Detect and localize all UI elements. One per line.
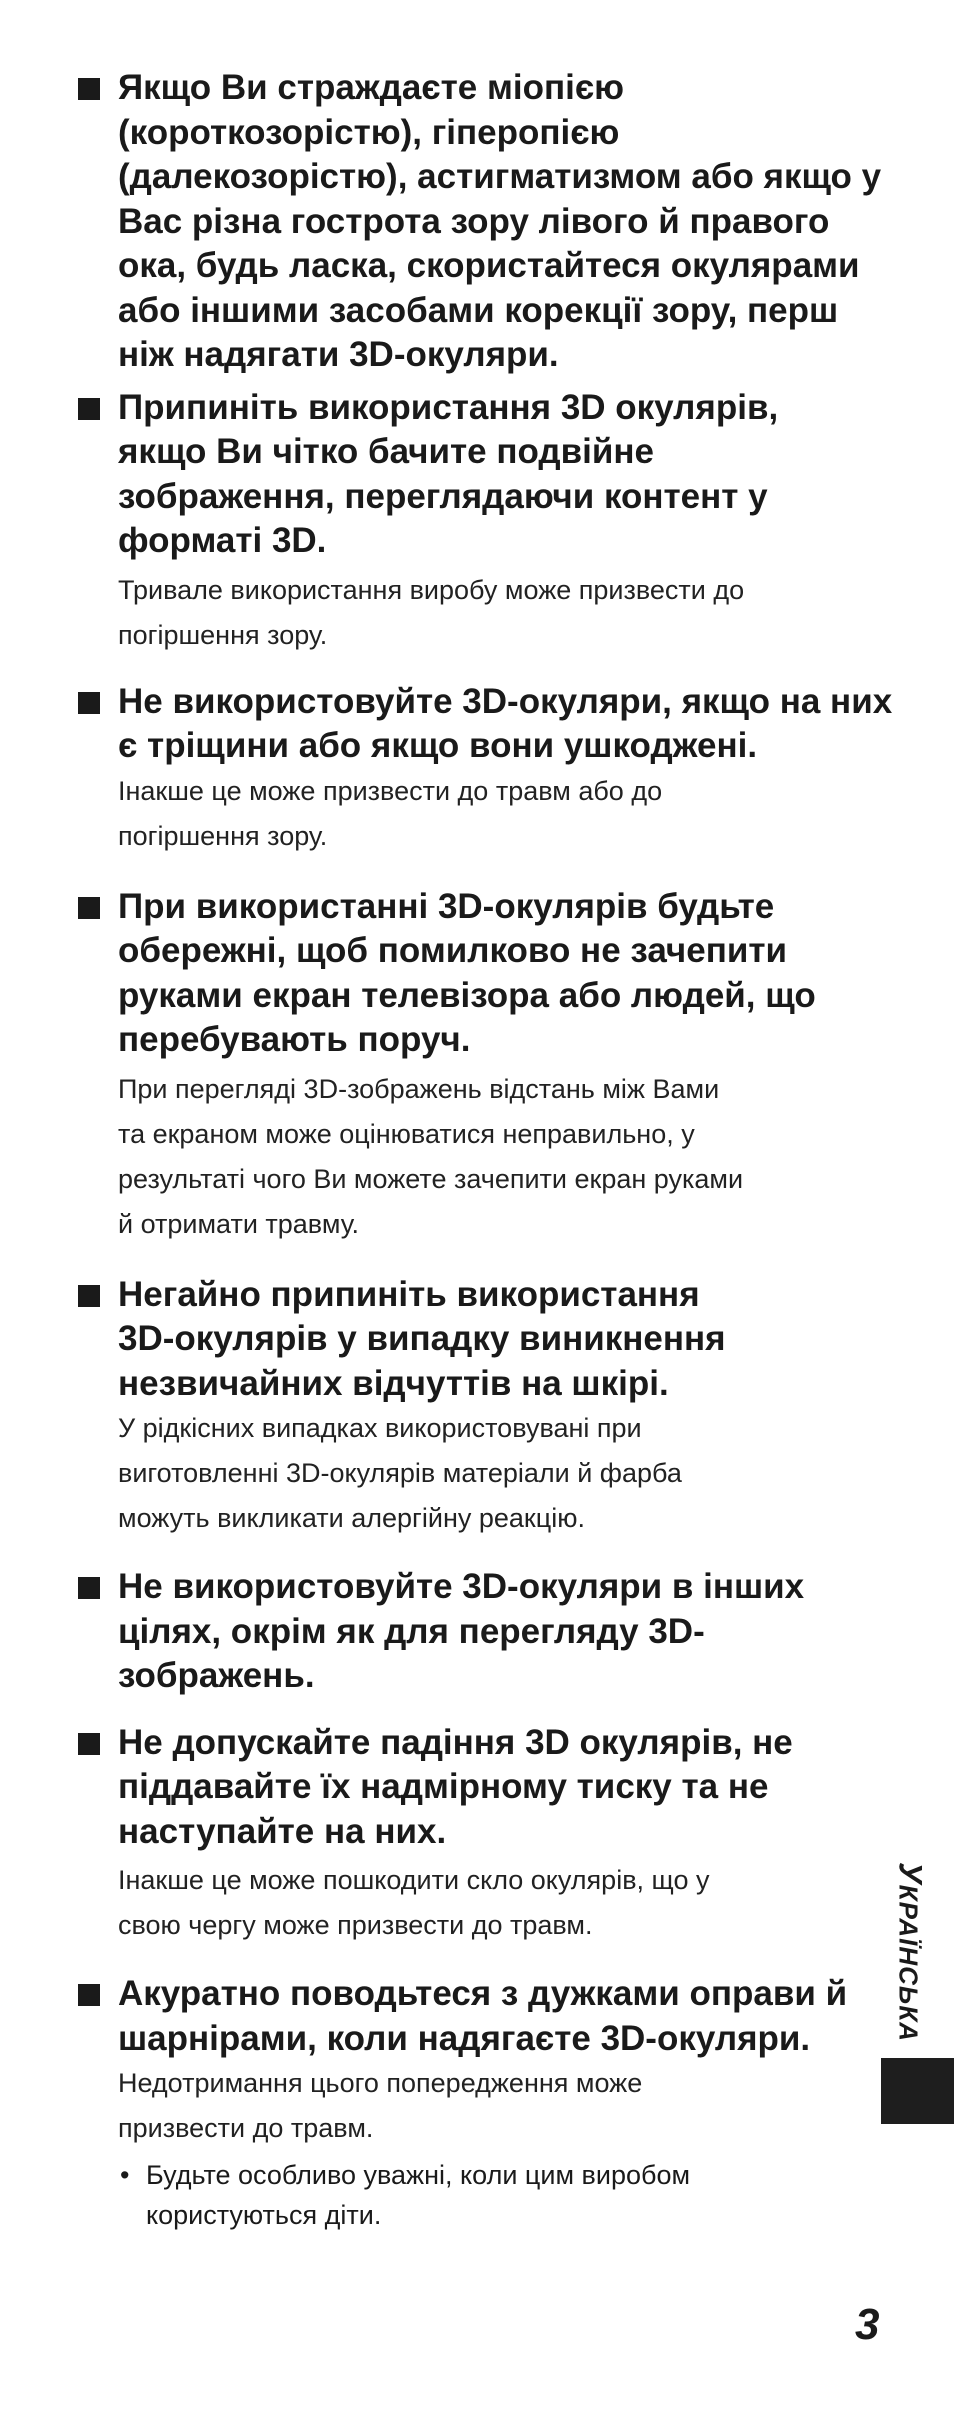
safety-warnings bbox=[78, 66, 893, 2235]
warning-body-line: У рідкісних випадках використовувані при bbox=[118, 1413, 642, 1443]
warning-body-line: виготовленні 3D-окулярів матеріали й фарба bbox=[118, 1458, 682, 1488]
language-tab-marker bbox=[881, 2058, 954, 2124]
square-bullet-icon bbox=[78, 1984, 100, 2006]
warning-item bbox=[78, 1972, 878, 2235]
warning-item bbox=[78, 680, 893, 859]
warning-item bbox=[78, 1565, 878, 1699]
warning-heading: Якщо Ви страждаєте міопією (короткозорістю), гіперопією (далекозорістю), астигматизмом або якщо у Вас різна гострота зору лівого й правого ока, будь ласка, скористайтеся окулярами або іншими засобами корекції зору, перш ніж надягати 3D-окуляри. bbox=[118, 68, 882, 374]
warning-body-line: погіршення зору. bbox=[118, 619, 328, 650]
warning-heading: Акуратно поводьтеся з дужками оправи й шарнірами, коли надягаєте 3D-окуляри. bbox=[118, 1974, 848, 2058]
warning-heading: Негайно припиніть використання 3D-окулярів у випадку виникнення незвичайних відчуттів на шкірі. bbox=[118, 1274, 726, 1403]
square-bullet-icon bbox=[78, 1577, 100, 1599]
square-bullet-icon bbox=[78, 1733, 100, 1755]
warning-body-line: свою чергу може призвести до травм. bbox=[118, 1910, 593, 1940]
note-text: Будьте особливо уважні, коли цим виробом користуються діти. bbox=[146, 2160, 691, 2230]
square-bullet-icon bbox=[78, 398, 100, 420]
square-bullet-icon bbox=[78, 78, 100, 100]
page-number: 3 bbox=[855, 2300, 880, 2349]
warning-heading: Не використовуйте 3D-окуляри в інших цілях, окрім як для перегляду 3D-зображень. bbox=[118, 1567, 805, 1695]
warning-heading: Не допускайте падіння 3D окулярів, не піддавайте їх надмірному тиску та не наступайте на них. bbox=[118, 1722, 793, 1851]
warning-body-line: Інакше це може пошкодити скло окулярів, що у bbox=[118, 1865, 710, 1895]
language-label-text: УКРАЇНСЬКА bbox=[892, 1862, 929, 2043]
warning-body-line: Інакше це може призвести до травм або до bbox=[118, 775, 663, 806]
warning-body-line: Тривале використання виробу може призвести до bbox=[118, 574, 745, 605]
warning-item bbox=[78, 885, 878, 1247]
warning-body-line: та екраном може оцінюватися неправильно, у bbox=[118, 1118, 695, 1149]
warning-item bbox=[78, 386, 878, 658]
warning-heading: Не використовуйте 3D-окуляри, якщо на них є тріщини або якщо вони ушкоджені. bbox=[118, 681, 893, 765]
square-bullet-icon bbox=[78, 897, 100, 919]
square-bullet-icon bbox=[78, 1285, 100, 1307]
warning-item bbox=[78, 1273, 878, 1542]
warning-heading: При використанні 3D-окулярів будьте обережні, щоб помилково не зачепити руками екран телевізора або людей, що перебувають поруч. bbox=[118, 886, 816, 1059]
warning-body-line: При перегляді 3D-зображень відстань між Вами bbox=[118, 1073, 720, 1104]
warning-body-line: погіршення зору. bbox=[118, 820, 328, 851]
warning-body-line: й отримати травму. bbox=[118, 1208, 360, 1239]
language-tab-label bbox=[880, 1862, 940, 2062]
warning-heading: Припиніть використання 3D окулярів, якщо Ви чітко бачите подвійне зображення, переглядаючи контент у форматі 3D. bbox=[118, 387, 779, 560]
warning-body-line: призвести до травм. bbox=[118, 2113, 374, 2143]
square-bullet-icon bbox=[78, 692, 100, 714]
warning-body-line: можуть викликати алергійну реакцію. bbox=[118, 1503, 585, 1533]
warning-item bbox=[78, 66, 882, 378]
bullet-dot-icon: • bbox=[120, 2160, 130, 2190]
warning-item bbox=[78, 1721, 878, 1949]
note-list-item bbox=[118, 2155, 806, 2235]
warning-body-line: Недотримання цього попередження може bbox=[118, 2068, 643, 2098]
warning-body-line: результаті чого Ви можете зачепити екран руками bbox=[118, 1163, 744, 1194]
